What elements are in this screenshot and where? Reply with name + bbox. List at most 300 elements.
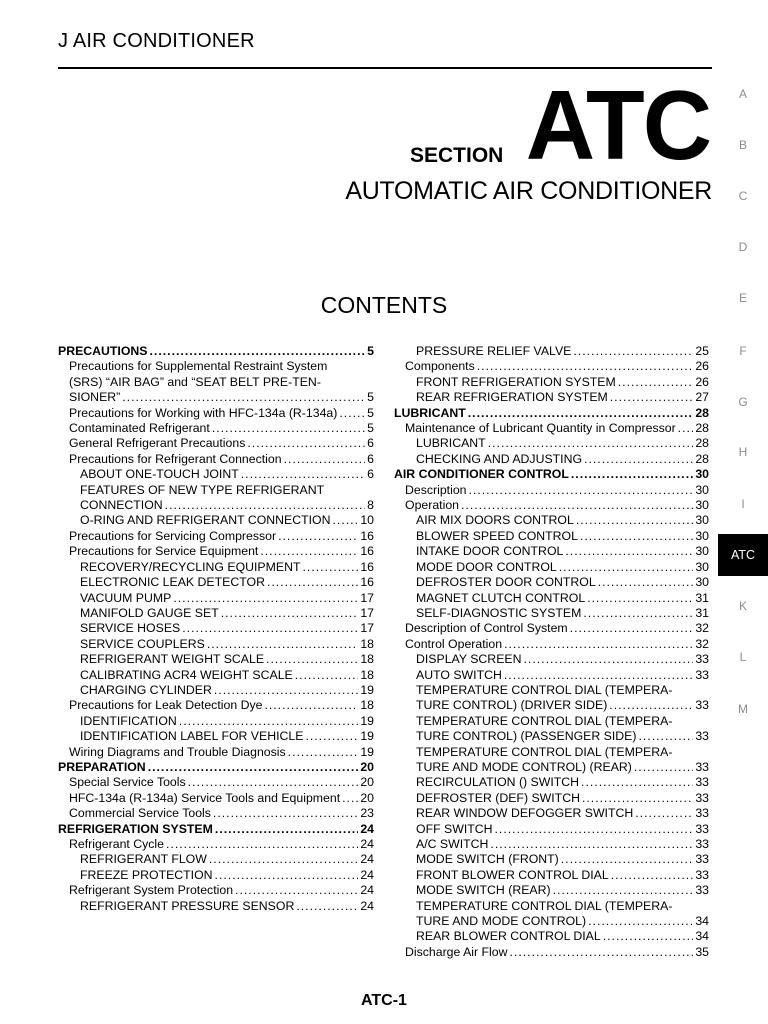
section-tab-l: L	[739, 650, 747, 664]
toc-entry	[394, 621, 709, 636]
toc-entry-page: 30	[695, 528, 709, 543]
toc-entry-page: 32	[695, 621, 709, 636]
toc-entry-page: 28	[695, 405, 709, 420]
toc-entry-page: 17	[360, 621, 374, 636]
toc-entry	[394, 529, 709, 544]
toc-entry	[394, 436, 709, 451]
toc-entry-title: FEATURES OF NEW TYPE REFRIGERANT	[80, 482, 325, 497]
toc-entry-title: Wiring Diagrams and Trouble Diagnosis	[69, 744, 286, 759]
toc-entry-page: 25	[695, 344, 709, 358]
toc-entry	[394, 544, 709, 559]
toc-entry	[394, 606, 709, 621]
toc-entry-page: 33	[695, 775, 709, 790]
toc-entry	[58, 560, 374, 575]
toc-leader-dots	[570, 621, 694, 636]
toc-leader-dots	[342, 791, 358, 806]
toc-entry-page: 24	[360, 821, 374, 836]
toc-leader-dots	[173, 591, 358, 606]
toc-entry	[58, 822, 374, 837]
toc-entry	[394, 344, 709, 359]
toc-entry-title: Description of Control System	[405, 621, 568, 636]
section-name: AUTOMATIC AIR CONDITIONER	[345, 177, 712, 205]
toc-entry	[394, 467, 709, 482]
toc-leader-dots	[504, 637, 693, 652]
toc-leader-dots	[611, 868, 694, 883]
toc-entry	[58, 852, 374, 867]
toc-entry	[394, 745, 709, 760]
toc-entry-title: Maintenance of Lubricant Quantity in Compressor	[405, 421, 676, 436]
toc-leader-dots	[278, 529, 358, 544]
toc-entry-title: AIR CONDITIONER CONTROL	[394, 467, 569, 482]
toc-leader-dots	[284, 452, 366, 467]
toc-entry	[394, 852, 709, 867]
toc-entry-title: PREPARATION	[58, 759, 146, 774]
toc-entry-page: 30	[695, 575, 709, 590]
toc-entry	[394, 390, 709, 405]
toc-entry-title: SELF-DIAGNOSTIC SYSTEM	[416, 605, 582, 620]
toc-leader-dots	[264, 698, 358, 713]
toc-entry-title: REAR REFRIGERATION SYSTEM	[416, 390, 608, 405]
toc-entry-page: 33	[695, 852, 709, 867]
toc-entry	[394, 498, 709, 513]
toc-entry-page: 28	[695, 451, 709, 466]
toc-entry	[394, 591, 709, 606]
toc-leader-dots	[150, 344, 366, 359]
toc-entry-title: CHECKING AND ADJUSTING	[416, 451, 583, 466]
toc-entry	[394, 945, 709, 960]
toc-leader-dots	[598, 575, 694, 590]
toc-entry	[58, 775, 374, 790]
toc-entry-page: 23	[360, 806, 374, 821]
toc-entry	[58, 344, 374, 359]
toc-leader-dots	[182, 621, 358, 636]
toc-entry	[394, 560, 709, 575]
toc-entry	[394, 575, 709, 590]
toc-entry-title: Description	[405, 482, 467, 497]
toc-entry-page: 26	[695, 359, 709, 374]
toc-entry-title: (SRS) “AIR BAG” and “SEAT BELT PRE-TEN-	[69, 374, 321, 389]
section-tab-f: F	[739, 344, 747, 358]
toc-entry	[58, 683, 374, 698]
toc-entry-page: 33	[695, 698, 709, 713]
toc-entry-page: 5	[367, 421, 374, 436]
toc-leader-dots	[267, 575, 358, 590]
toc-entry	[58, 606, 374, 621]
toc-entry	[58, 791, 374, 806]
toc-leader-dots	[468, 406, 694, 421]
toc-entry	[58, 745, 374, 760]
toc-entry	[58, 390, 374, 405]
toc-entry-page: 17	[360, 605, 374, 620]
toc-entry	[394, 837, 709, 852]
section-tab-m: M	[738, 702, 748, 716]
toc-leader-dots	[165, 498, 365, 513]
section-tab-index	[718, 0, 768, 1024]
toc-leader-dots	[260, 544, 358, 559]
toc-leader-dots	[305, 729, 358, 744]
toc-leader-dots	[588, 914, 693, 929]
toc-leader-dots	[587, 591, 693, 606]
toc-entry	[394, 668, 709, 683]
toc-entry-page: 24	[360, 837, 374, 851]
section-tab-k: K	[738, 599, 747, 613]
toc-entry-page: 16	[360, 528, 374, 543]
toc-leader-dots	[179, 714, 359, 729]
toc-entry	[394, 760, 709, 775]
toc-entry	[394, 729, 709, 744]
toc-entry-title: HFC-134a (R-134a) Service Tools and Equipment	[69, 790, 341, 805]
toc-entry-page: 30	[695, 498, 709, 513]
toc-entry-title: TEMPERATURE CONTROL DIAL (TEMPERA-	[416, 713, 673, 728]
toc-leader-dots	[565, 544, 693, 559]
toc-entry	[394, 483, 709, 498]
toc-entry-title: REFRIGERANT PRESSURE SENSOR	[80, 898, 295, 913]
toc-entry-title: TEMPERATURE CONTROL DIAL (TEMPERA-	[416, 744, 673, 759]
toc-entry	[394, 791, 709, 806]
toc-entry-page: 26	[695, 374, 709, 389]
toc-entry	[394, 822, 709, 837]
toc-entry-page: 16	[360, 575, 374, 590]
toc-entry-page: 30	[695, 513, 709, 528]
toc-leader-dots	[638, 729, 693, 744]
toc-entry-title: SIONER”	[69, 390, 121, 405]
toc-entry	[58, 375, 374, 390]
toc-entry-title: REAR BLOWER CONTROL DIAL	[416, 929, 601, 944]
toc-leader-dots	[583, 606, 693, 621]
toc-entry-title: Precautions for Working with HFC-134a (R-134a)	[69, 405, 338, 420]
toc-entry-title: REFRIGERATION SYSTEM	[58, 821, 213, 836]
toc-entry-page: 5	[367, 390, 374, 405]
toc-entry	[58, 621, 374, 636]
toc-leader-dots	[266, 652, 358, 667]
toc-leader-dots	[469, 483, 694, 498]
toc-leader-dots	[634, 760, 693, 775]
toc-entry	[58, 359, 374, 374]
toc-entry	[58, 513, 374, 528]
toc-entry-page: 28	[695, 421, 709, 436]
toc-leader-dots	[209, 852, 358, 867]
toc-entry-page: 33	[695, 652, 709, 667]
toc-entry	[394, 513, 709, 528]
toc-entry-page: 6	[367, 451, 374, 466]
toc-column-left	[58, 344, 374, 914]
toc-entry-page: 33	[695, 729, 709, 744]
toc-entry-title: MAGNET CLUTCH CONTROL	[416, 590, 586, 605]
toc-leader-dots	[215, 868, 359, 883]
toc-entry-page: 33	[695, 790, 709, 805]
toc-leader-dots	[580, 529, 693, 544]
toc-entry-page: 33	[695, 821, 709, 836]
toc-entry-title: OFF SWITCH	[416, 821, 493, 836]
toc-entry-page: 30	[695, 559, 709, 574]
toc-entry	[58, 652, 374, 667]
toc-entry-title: REAR WINDOW DEFOGGER SWITCH	[416, 806, 634, 821]
toc-entry-page: 18	[360, 667, 374, 682]
toc-entry-page: 19	[360, 713, 374, 728]
toc-entry-title: RECIRCULATION () SWITCH	[416, 775, 580, 790]
toc-entry	[394, 452, 709, 467]
toc-leader-dots	[247, 436, 365, 451]
toc-entry-page: 19	[360, 744, 374, 759]
toc-entry	[58, 729, 374, 744]
toc-entry-title: CONNECTION	[80, 498, 163, 513]
toc-leader-dots	[635, 806, 693, 821]
toc-entry-title: CALIBRATING ACR4 WEIGHT SCALE	[80, 667, 293, 682]
toc-entry-page: 33	[695, 667, 709, 682]
toc-leader-dots	[477, 359, 694, 374]
toc-leader-dots	[212, 421, 365, 436]
toc-entry-page: 16	[360, 544, 374, 559]
toc-entry-page: 32	[695, 636, 709, 651]
section-tab-atc: ATC	[718, 534, 768, 576]
toc-entry-title: MANIFOLD GAUGE SET	[80, 605, 219, 620]
toc-leader-dots	[581, 775, 693, 790]
toc-leader-dots	[678, 421, 694, 436]
toc-entry	[58, 498, 374, 513]
toc-entry-title: SERVICE HOSES	[80, 621, 181, 636]
section-tab-a: A	[738, 87, 747, 101]
toc-leader-dots	[609, 698, 693, 713]
toc-entry-title: AIR MIX DOORS CONTROL	[416, 513, 574, 528]
toc-entry-page: 33	[695, 806, 709, 821]
contents-heading: CONTENTS	[320, 292, 448, 318]
chapter-title: J AIR CONDITIONER	[58, 30, 255, 52]
toc-entry-page: 33	[695, 867, 709, 882]
toc-entry-page: 30	[695, 544, 709, 559]
toc-entry-title: REFRIGERANT FLOW	[80, 852, 207, 867]
toc-entry	[58, 529, 374, 544]
section-tab-e: E	[738, 291, 747, 305]
toc-entry	[58, 483, 374, 498]
page-number: ATC-1	[361, 992, 407, 1009]
toc-entry-title: AUTO SWITCH	[416, 667, 502, 682]
toc-entry	[58, 544, 374, 559]
toc-entry	[58, 575, 374, 590]
toc-entry	[58, 837, 374, 852]
toc-entry-title: INTAKE DOOR CONTROL	[416, 544, 564, 559]
toc-entry-title: ELECTRONIC LEAK DETECTOR	[80, 575, 265, 590]
toc-leader-dots	[288, 745, 359, 760]
toc-leader-dots	[241, 467, 365, 482]
toc-leader-dots	[235, 883, 358, 898]
toc-entry-title: CHARGING CYLINDER	[80, 682, 212, 697]
toc-entry-page: 30	[695, 467, 709, 482]
toc-entry	[394, 698, 709, 713]
toc-entry	[58, 868, 374, 883]
toc-entry	[394, 359, 709, 374]
toc-entry	[58, 406, 374, 421]
toc-entry-page: 34	[695, 914, 709, 929]
toc-leader-dots	[576, 513, 693, 528]
section-label: SECTION	[410, 144, 504, 167]
toc-entry-title: SERVICE COUPLERS	[80, 636, 205, 651]
section-tab-g: G	[738, 395, 748, 409]
toc-leader-dots	[166, 837, 358, 852]
toc-entry-page: 5	[367, 405, 374, 420]
toc-entry-title: TEMPERATURE CONTROL DIAL (TEMPERA-	[416, 682, 673, 697]
toc-entry	[58, 436, 374, 451]
toc-leader-dots	[188, 775, 359, 790]
toc-entry-title: Commercial Service Tools	[69, 806, 211, 821]
toc-entry	[394, 714, 709, 729]
toc-leader-dots	[610, 390, 694, 405]
toc-entry	[394, 868, 709, 883]
toc-leader-dots	[523, 652, 693, 667]
toc-entry-title: MODE SWITCH (FRONT)	[416, 852, 559, 867]
toc-entry-title: Precautions for Leak Detection Dye	[69, 698, 263, 713]
toc-entry-title: DEFROSTER DOOR CONTROL	[416, 575, 596, 590]
toc-entry-page: 6	[367, 467, 374, 482]
toc-entry-title: A/C SWITCH	[416, 837, 489, 851]
toc-leader-dots	[561, 852, 694, 867]
toc-entry	[394, 806, 709, 821]
toc-entry-page: 24	[360, 898, 374, 913]
toc-entry-title: Refrigerant Cycle	[69, 837, 164, 851]
toc-entry-page: 20	[360, 790, 374, 805]
toc-leader-dots	[296, 899, 358, 914]
toc-entry-page: 16	[360, 559, 374, 574]
toc-entry-title: General Refrigerant Precautions	[69, 436, 246, 451]
toc-entry	[58, 467, 374, 482]
toc-entry	[394, 406, 709, 421]
toc-entry-title: TURE CONTROL) (PASSENGER SIDE)	[416, 729, 637, 744]
toc-entry	[58, 899, 374, 914]
toc-entry-title: TURE AND MODE CONTROL) (REAR)	[416, 759, 632, 774]
toc-entry-title: DISPLAY SCREEN	[416, 652, 522, 667]
toc-leader-dots	[559, 560, 694, 575]
toc-entry-page: 24	[360, 883, 374, 898]
toc-entry-title: Precautions for Supplemental Restraint System	[69, 359, 328, 374]
toc-entry-page: 27	[695, 390, 709, 405]
toc-entry-page: 33	[695, 883, 709, 898]
toc-entry-page: 5	[367, 344, 374, 358]
toc-entry-title: O-RING AND REFRIGERANT CONNECTION	[80, 513, 331, 528]
section-code: ATC	[525, 70, 710, 180]
toc-entry	[394, 683, 709, 698]
toc-entry-title: FRONT REFRIGERATION SYSTEM	[416, 374, 616, 389]
toc-entry-page: 19	[360, 729, 374, 744]
toc-entry-title: Discharge Air Flow	[405, 944, 508, 959]
toc-entry	[394, 375, 709, 390]
toc-entry-page: 35	[695, 944, 709, 959]
toc-leader-dots	[461, 498, 693, 513]
toc-leader-dots	[553, 883, 694, 898]
toc-entry-title: Precautions for Service Equipment	[69, 544, 259, 559]
toc-entry-page: 24	[360, 852, 374, 867]
toc-entry	[394, 421, 709, 436]
toc-entry	[58, 760, 374, 775]
toc-entry-page: 30	[695, 482, 709, 497]
toc-entry-title: REFRIGERANT WEIGHT SCALE	[80, 652, 265, 667]
toc-entry-title: TURE CONTROL) (DRIVER SIDE)	[416, 698, 608, 713]
toc-leader-dots	[495, 822, 694, 837]
section-tab-d: D	[738, 240, 748, 254]
toc-entry-title: Operation	[405, 498, 460, 513]
toc-entry-page: 19	[360, 682, 374, 697]
toc-entry-title: Control Operation	[405, 636, 503, 651]
toc-entry-page: 20	[360, 775, 374, 790]
toc-column-right	[394, 344, 709, 960]
toc-entry	[394, 775, 709, 790]
toc-leader-dots	[302, 560, 358, 575]
toc-entry-title: Refrigerant System Protection	[69, 883, 234, 898]
section-tab-i: I	[741, 497, 745, 511]
toc-entry	[394, 914, 709, 929]
toc-entry-title: TEMPERATURE CONTROL DIAL (TEMPERA-	[416, 898, 673, 913]
toc-leader-dots	[207, 637, 358, 652]
toc-entry-title: FREEZE PROTECTION	[80, 867, 213, 882]
toc-leader-dots	[221, 606, 359, 621]
toc-entry-page: 28	[695, 436, 709, 451]
toc-entry	[58, 883, 374, 898]
toc-entry-page: 18	[360, 652, 374, 667]
toc-entry	[394, 652, 709, 667]
toc-entry	[394, 883, 709, 898]
toc-entry-title: VACUUM PUMP	[80, 590, 172, 605]
toc-entry	[394, 899, 709, 914]
toc-leader-dots	[582, 791, 693, 806]
toc-entry-title: BLOWER SPEED CONTROL	[416, 528, 578, 543]
toc-entry-page: 8	[367, 498, 374, 513]
header-rule	[58, 67, 712, 69]
toc-entry-page: 33	[695, 837, 709, 851]
toc-leader-dots	[213, 806, 358, 821]
toc-entry	[58, 421, 374, 436]
toc-leader-dots	[504, 668, 693, 683]
toc-leader-dots	[573, 344, 693, 359]
toc-entry-title: MODE DOOR CONTROL	[416, 559, 557, 574]
toc-leader-dots	[215, 822, 358, 837]
toc-entry-title: Special Service Tools	[69, 775, 186, 790]
toc-entry	[58, 637, 374, 652]
section-tab-h: H	[738, 445, 748, 459]
toc-entry-page: 34	[695, 929, 709, 944]
toc-entry-title: IDENTIFICATION LABEL FOR VEHICLE	[80, 729, 304, 744]
toc-entry	[58, 591, 374, 606]
toc-entry	[58, 806, 374, 821]
toc-entry-title: LUBRICANT	[394, 405, 466, 420]
toc-entry-page: 33	[695, 759, 709, 774]
toc-leader-dots	[603, 929, 694, 944]
toc-leader-dots	[122, 390, 365, 405]
toc-leader-dots	[510, 945, 694, 960]
toc-entry-title: PRECAUTIONS	[58, 344, 148, 358]
toc-entry-title: Precautions for Servicing Compressor	[69, 528, 277, 543]
toc-entry-page: 18	[360, 698, 374, 713]
toc-entry-title: Precautions for Refrigerant Connection	[69, 451, 282, 466]
section-tab-b: B	[738, 138, 747, 152]
toc-entry-page: 10	[360, 513, 374, 528]
toc-entry	[58, 668, 374, 683]
toc-entry-page: 18	[360, 636, 374, 651]
toc-entry-title: Components	[405, 359, 475, 374]
toc-leader-dots	[490, 837, 693, 852]
toc-entry	[58, 698, 374, 713]
toc-entry-page: 17	[360, 590, 374, 605]
toc-entry-page: 6	[367, 436, 374, 451]
toc-entry-title: ABOUT ONE-TOUCH JOINT	[80, 467, 239, 482]
toc-entry-title: FRONT BLOWER CONTROL DIAL	[416, 867, 609, 882]
toc-entry-title: Contaminated Refrigerant	[69, 421, 210, 436]
toc-leader-dots	[295, 668, 359, 683]
toc-entry	[394, 637, 709, 652]
section-tab-c: C	[738, 189, 748, 203]
toc-leader-dots	[618, 375, 694, 390]
toc-leader-dots	[339, 406, 365, 421]
toc-leader-dots	[584, 452, 693, 467]
toc-leader-dots	[214, 683, 358, 698]
toc-entry	[394, 929, 709, 944]
